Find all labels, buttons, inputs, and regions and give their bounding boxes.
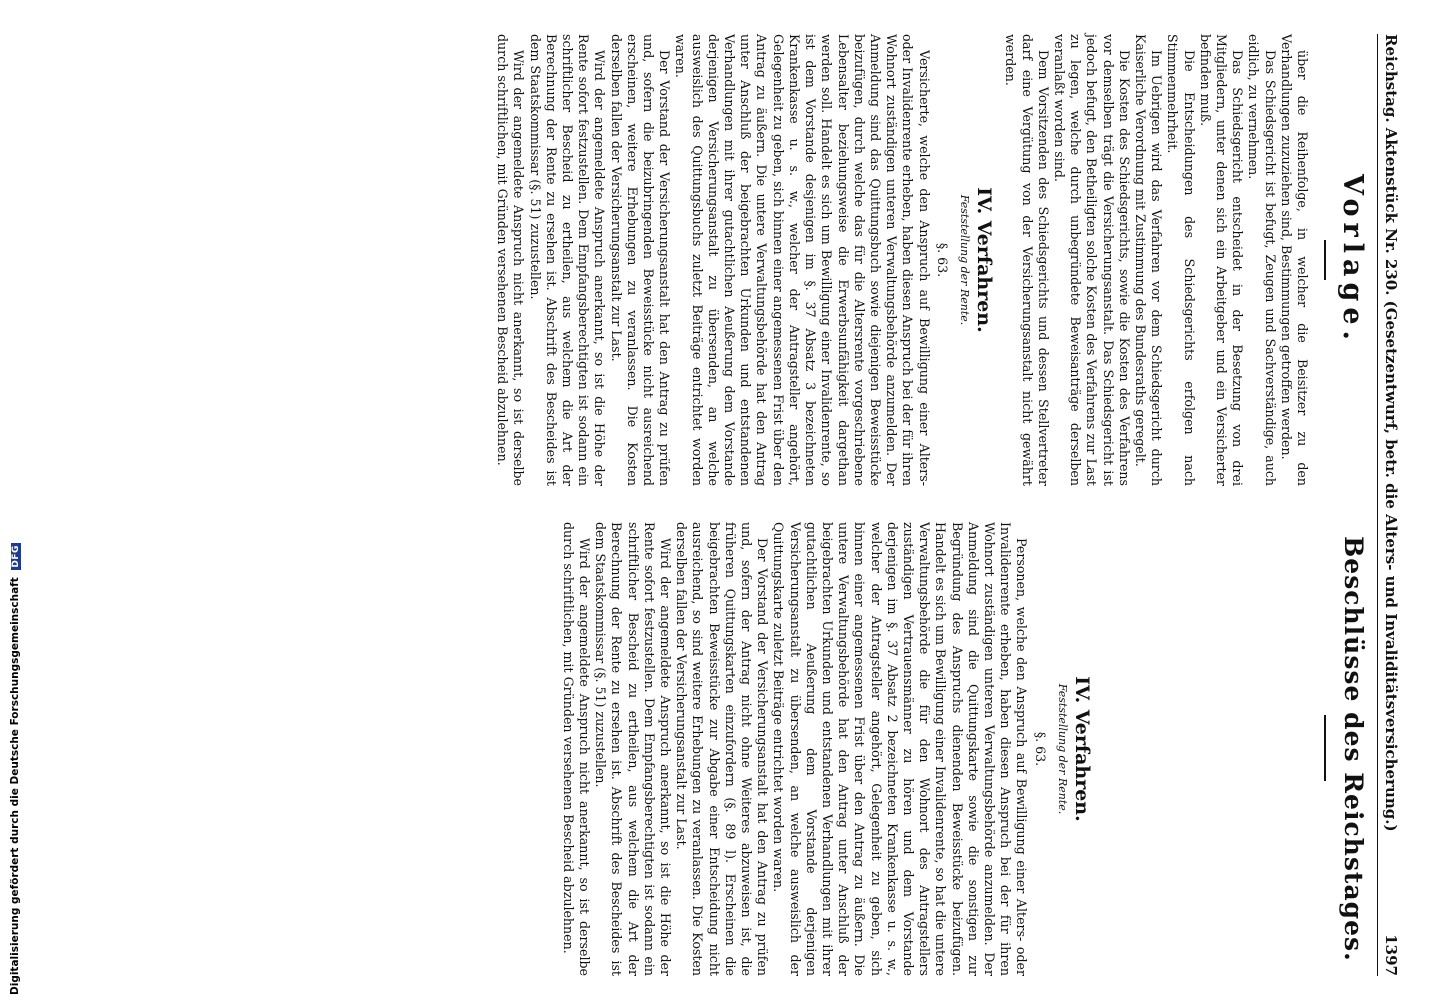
right-section-title: IV. Verfahren. (1071, 676, 1093, 822)
credit-text: Digitalisierung gefördert durch die Deutsche Forschungsgemeinschaft (9, 577, 21, 995)
paragraph: Die Entscheidungen des Schiedsgerichts erfolgen nach Stimmenmehrheit. (1165, 34, 1197, 486)
page-header (1377, 34, 1404, 976)
paragraph: Im Uebrigen wird das Verfahren vor dem Schiedsgericht durch Kaiserliche Verordnung mit Zustimmung des Bundesraths geregelt. (1132, 34, 1165, 486)
heading-rule-left (1324, 240, 1326, 280)
paragraph: Das Schiedsgericht ist befugt, Zeugen und Sachverständige, auch eidlich, zu vernehmen. (1246, 34, 1278, 486)
heading-rule-right (1324, 715, 1326, 781)
right-column (560, 522, 1311, 976)
paragraph: Der Vorstand der Versicherungsanstalt hat den Antrag zu prüfen und, sofern der Antrag nicht ohne Weiteres abzuweisen ist, die früheren Quittungskarten einzufordern (§. 89 l). Erscheinen die beigebrachten Beweisstücke zur Abgabe einer Entscheidung nicht ausreichend, so sind weitere Erhebungen zu veranlassen. Die Kosten derselben fallen der Versicherungsanstalt zur Last. (674, 522, 771, 976)
left-body-paragraphs (494, 34, 931, 486)
left-section-title: IV. Verfahren. (973, 187, 996, 333)
paragraph: Versicherte, welche den Anspruch auf Bewilligung einer Alters- oder Invalidenrente erheben, haben diesen Anspruch bei der für ihren Wohnort zuständigen unteren Verwaltungsbehörde anzumelden. Der Anmeldung sind das Quittungsbuch sowie diejenigen Beweisstücke beizufügen, durch welche das für die Altersrente vorgeschriebene Lebensalter beziehungsweise die Erwerbsunfähigkeit dargethan werden soll. Handelt es sich um Bewilligung einer Invalidenrente, so ist dem Vorstande desjenigen im §. 37 Absatz 3 bezeichneten Krankenkasse u. s. w., welcher der Antragsteller angehört, Gelegenheit zu geben, sich binnen einer angemessenen Frist über den Antrag zu äußern. Die untere Verwaltungsbehörde hat den Antrag unter Anschluß der beigebrachten Urkunden und entstandenen Verhandlungen mit ihrer gutachtlichen Aeußerung dem Vorstande derjenigen Versicherungsanstalt zu übersenden, an welche ausweislich des Quittungsbuchs zuletzt Beiträge entrichtet worden waren. (673, 34, 932, 486)
right-column-heading: Beschlüsse des Reichstages. (1339, 536, 1368, 962)
paragraph: Die Kosten des Schiedsgerichts, sowie die Kosten des Verfahrens vor demselben trägt die Versicherungsanstalt. Das Schiedsgericht ist jedoch befugt, den Betheiligten solche Kosten des Verfahrens zur Last zu legen, welche durch unbegründete Beweisanträge derselben veranlaßt worden sind. (1051, 34, 1132, 486)
paragraph: Wird der angemeldete Anspruch nicht anerkannt, so ist derselbe durch schriftlichen, mit Gründen versehenen Bescheid abzulehnen. (560, 522, 592, 976)
paragraph: Personen, welche den Anspruch auf Bewilligung einer Alters- oder Invalidenrente erheben, haben diesen Anspruch bei der für ihren Wohnort zuständigen unteren Verwaltungsbehörde anzumelden. Der Anmeldung sind die Quittungskarte sowie die sonstigen zur Begründung des Anspruchs dienenden Beweisstücke beizufügen. Handelt es sich um Bewilligung einer Invalidenrente, so hat die untere Verwaltungsbehörde die für den Wohnort des Antragstellers zuständigen Vertrauensmänner zu hören und dem Vorstande derjenigen im §. 37 Absatz 2 bezeichneten Krankenkasse u. s. w., welcher der Antragsteller angehört, Gelegenheit zu geben, sich binnen einer angemessenen Frist über den Antrag zu äußern. Die untere Verwaltungsbehörde hat den Antrag unter Anschluß der beigebrachten Urkunden und entstandenen Verhandlungen mit ihrer gutachtlichen Aeußerung dem Vorstande derjenigen Versicherungsanstalt zu übersenden, an welche ausweislich der Quittungskarte zuletzt Beiträge entrichtet worden waren. (771, 522, 1030, 976)
right-section-subtitle: Feststellung der Rente. (1055, 683, 1069, 815)
right-paragraph-number: §. 63. (1032, 731, 1048, 767)
left-column-heading: Vorlage. (1337, 174, 1368, 346)
digitization-credit (9, 543, 21, 995)
paragraph: Dem Vorsitzenden des Schiedsgerichts und dessen Stellvertreter darf eine Vergütung von der Versicherungsanstalt nicht gewährt werden. (1003, 34, 1051, 486)
paragraph: Wird der angemeldete Anspruch nicht anerkannt, so ist derselbe durch schriftlichen, mit Gründen versehenen Bescheid abzulehnen. (495, 34, 527, 486)
left-paragraph-number: §. 63. (934, 242, 950, 278)
dfg-logo: DFG (11, 545, 21, 568)
paragraph: über die Reihenfolge, in welcher die Beisitzer zu den Verhandlungen zuzuziehen sind, Bestimmungen getroffen werden. (1278, 34, 1310, 486)
paragraph: Der Vorstand der Versicherungsanstalt hat den Antrag zu prüfen und, sofern die beizubringenden Beweisstücke nicht ausreichend erscheinen, weitere Erhebungen zu veranlassen. Die Kosten derselben fallen der Versicherungsanstalt zur Last. (608, 34, 673, 486)
paragraph: Wird der angemeldete Anspruch anerkannt, so ist die Höhe der Rente sofort festzustellen. Dem Empfangsberechtigten ist sodann ein schriftlicher Bescheid zu ertheilen, aus welchem die Art der Berechnung der Rente zu ersehen ist. Abschrift des Bescheides ist dem Staatskommissar (§. 51) zuzustellen. (527, 34, 608, 486)
page-number: 1397 (1382, 934, 1400, 976)
left-column (494, 34, 1310, 486)
left-intro-paragraphs (1002, 34, 1310, 486)
header-title: Reichstag. Aktenstück Nr. 230. (Gesetzentwurf, betr. die Alters- und Invaliditätsversicherung.) (1382, 34, 1400, 832)
right-body-paragraphs (560, 522, 1030, 976)
right-column-spacer (1100, 522, 1310, 976)
left-section-subtitle: Feststellung der Rente. (957, 194, 971, 326)
paragraph: Wird der angemeldete Anspruch anerkannt, so ist die Höhe der Rente sofort festzustellen. Dem Empfangsberechtigten ist sodann ein schriftlicher Bescheid zu ertheilen, aus welchem die Art der Berechnung der Rente zu ersehen ist. Abschrift des Bescheides ist dem Staatskommissar (§. 51) zuzustellen. (593, 522, 673, 976)
paragraph: Das Schiedsgericht entscheidet in der Besetzung von drei Mitgliedern, unter denen sich ein Arbeitgeber und ein Versicherter befinden muß. (1197, 34, 1246, 486)
